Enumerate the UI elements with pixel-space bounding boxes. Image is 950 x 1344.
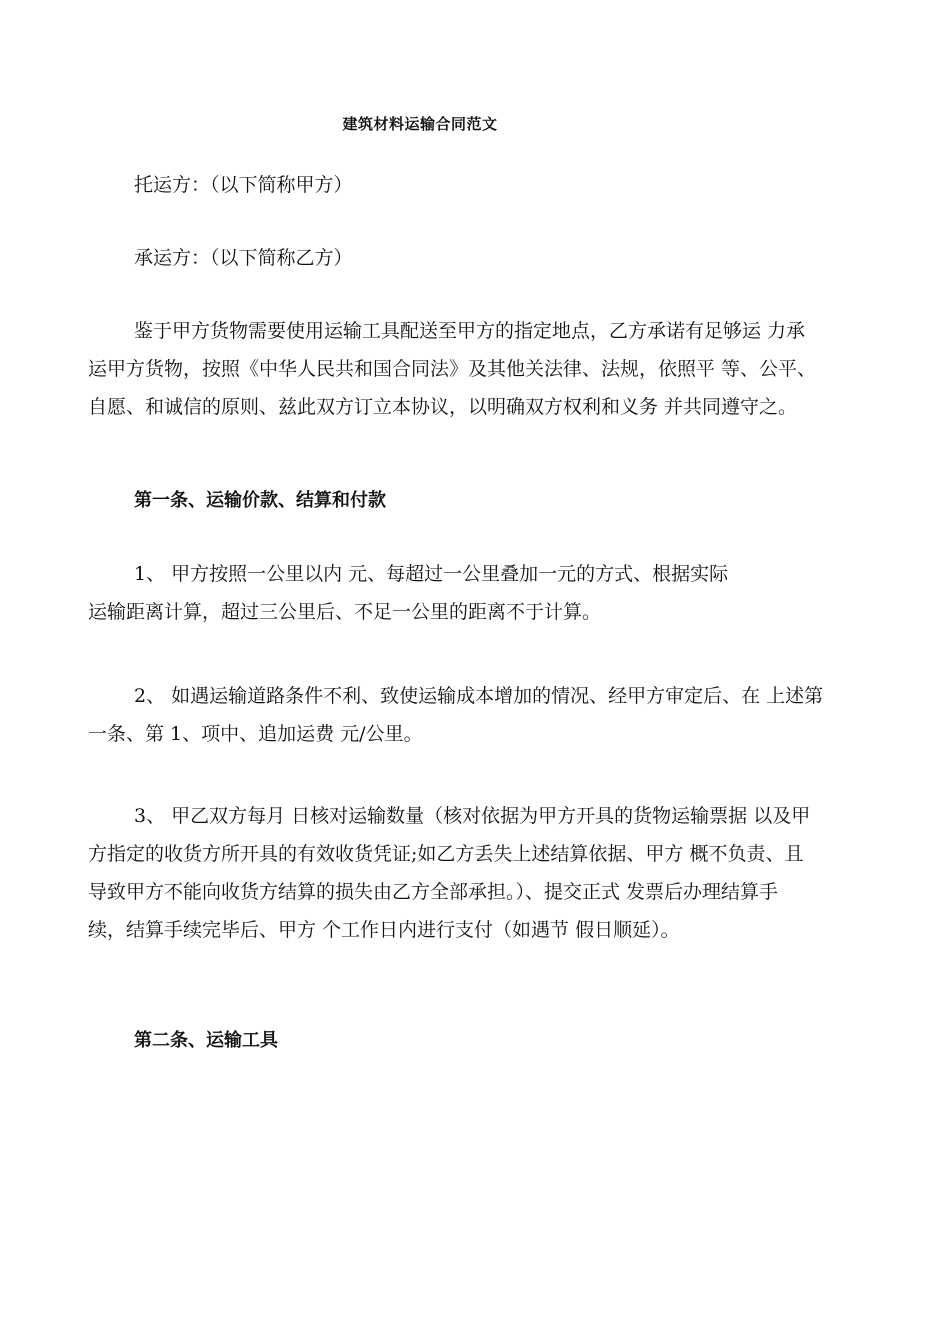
clause-3-line: 方指定的收货方所开具的有效收货凭证;如乙方丢失上述结算依据、甲方 概不负责、且 <box>88 843 804 865</box>
preamble-line: 自愿、和诚信的原则、兹此双方订立本协议，以明确双方权利和义务 并共同遵守之。 <box>88 396 798 418</box>
clause-1-line: 1、 甲方按照一公里以内 元、每超过一公里叠加一元的方式、根据实际 <box>134 563 729 585</box>
clause-3-line: 续，结算手续完毕后、甲方 个工作日内进行支付（如遇节 假日顺延）。 <box>88 919 680 941</box>
clause-2-line: 一条、第 1、项中、追加运费 元/公里。 <box>88 723 423 745</box>
clause-1-line: 运输距离计算，超过三公里后、不足一公里的距离不于计算。 <box>88 601 602 623</box>
article-2-heading: 第二条、运输工具 <box>134 1030 278 1051</box>
clause-3 <box>88 797 878 949</box>
article-1-heading: 第一条、运输价款、结算和付款 <box>134 490 386 511</box>
clause-3-line: 导致甲方不能向收货方结算的损失由乙方全部承担。）、提交正式 发票后办理结算手 <box>88 881 779 903</box>
clause-2 <box>88 677 878 753</box>
carrier-line: 承运方：（以下简称乙方） <box>134 247 353 269</box>
clause-2-line: 2、 如遇运输道路条件不利、致使运输成本增加的情况、经甲方审定后、在 上述第 <box>134 685 824 707</box>
clause-1 <box>88 555 878 631</box>
shipper-line: 托运方：（以下简称甲方） <box>134 174 353 196</box>
clause-3-line: 3、 甲乙双方每月 日核对运输数量（核对依据为甲方开具的货物运输票据 以及甲 <box>134 805 811 827</box>
preamble-line: 运甲方货物，按照《中华人民共和国合同法》及其他关法律、法规，依照平 等、公平、 <box>88 358 817 380</box>
preamble-line: 鉴于甲方货物需要使用运输工具配送至甲方的指定地点，乙方承诺有足够运 力承 <box>134 320 806 342</box>
document-title: 建筑材料运输合同范文 <box>342 115 498 133</box>
preamble-paragraph <box>88 312 878 426</box>
